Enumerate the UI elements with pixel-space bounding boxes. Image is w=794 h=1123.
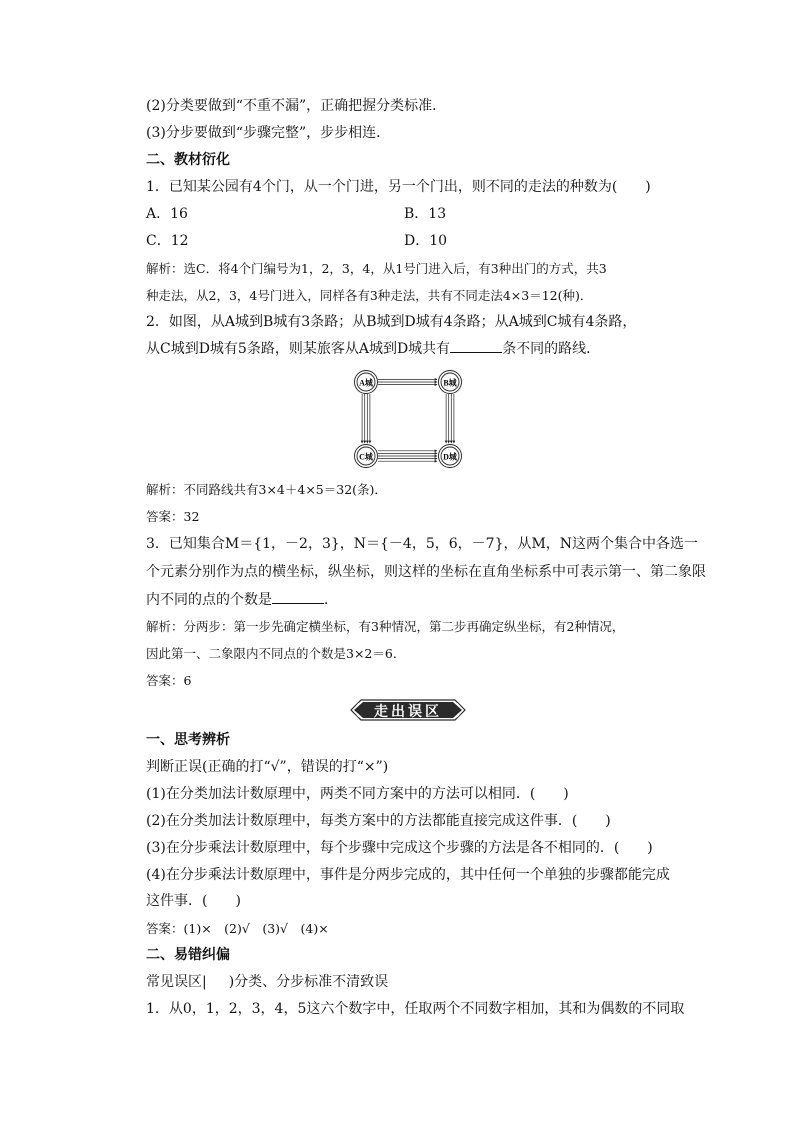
- section-badge: [350, 699, 466, 721]
- error-prefix: 常见误区|: [146, 974, 207, 990]
- city-label-c: C城: [359, 452, 373, 462]
- option-b: B．13: [404, 206, 447, 222]
- answer-3: 答案：6: [146, 673, 192, 688]
- option-a: A．16: [146, 206, 188, 222]
- route-diagram: [352, 368, 470, 472]
- judgment-2: (2)在分类加法计数原理中，每类方案中的方法都能直接完成这件事．( ): [146, 813, 611, 829]
- answer-blank: [450, 340, 502, 353]
- solution-2: 解析：不同路线共有3×4＋4×5＝32(条)．: [146, 482, 387, 497]
- judgment-4-line-1: (4)在分步乘法计数原理中，事件是分两步完成的，其中任何一个单独的步骤都能完成: [146, 867, 670, 883]
- route-diagram-svg: [352, 368, 470, 472]
- question-3-text: 内不同的点的个数是: [146, 592, 272, 608]
- judgment-4-line-2: 这件事．( ): [146, 893, 241, 909]
- question-1: 1．已知某公园有4个门，从一个门进，另一个门出，则不同的走法的种数为( ): [146, 179, 651, 195]
- answer-blank-3: [272, 591, 324, 604]
- classification-rule: (2)分类要做到“不重不漏”，正确把握分类标准．: [146, 98, 447, 114]
- city-node-d: [439, 445, 462, 468]
- city-node-b: [439, 371, 462, 394]
- city-node-a: [355, 371, 378, 394]
- question-4: 1．从0，1，2，3，4，5这六个数字中，任取两个不同数字相加，其和为偶数的不同取: [146, 1001, 685, 1017]
- error-topic: )分类、分步标准不清致误: [228, 974, 389, 990]
- question-3-line-2: 个元素分别作为点的横坐标，纵坐标，则这样的坐标在直角坐标系中可表示第一、第二象限: [146, 564, 706, 580]
- question-3-line-3: [146, 591, 338, 609]
- judge-instruction: 判断正误(正确的打“√”，错误的打“×”): [146, 759, 389, 775]
- question-2-line-1: 2．如图，从A城到B城有3条路；从B城到D城有4条路；从A城到C城有4条路，: [146, 314, 637, 330]
- answer-2: 答案：32: [146, 509, 200, 524]
- option-d: D．10: [404, 233, 448, 249]
- question-2-text-end: 条不同的路线．: [502, 341, 601, 357]
- question-2-line-2: [146, 340, 600, 358]
- city-node-c: [355, 445, 378, 468]
- question-2-text: 从C城到D城有5条路，则某旅客从A城到D城共有: [146, 341, 451, 357]
- question-3-text-end: ．: [324, 592, 338, 608]
- step-rule: (3)分步要做到“步骤完整”，步步相连．: [146, 125, 391, 141]
- judgment-1: (1)在分类加法计数原理中，两类不同方案中的方法可以相同．( ): [146, 786, 569, 802]
- judgment-3: (3)在分步乘法计数原理中，每个步骤中完成这个步骤的方法是各不相同的．( ): [146, 840, 653, 856]
- badge-label: 走出误区: [374, 704, 442, 720]
- section-heading-textbook: 二、教材衍化: [146, 152, 230, 168]
- solution-3-line-2: 因此第一、二象限内不同点的个数是3×2＝6.: [146, 646, 397, 661]
- question-3-line-1: 3．已知集合M＝{1，－2，3}，N＝{－4，5，6，－7}，从M，N这两个集合中各选一: [146, 536, 699, 552]
- option-c: C．12: [146, 233, 189, 249]
- common-error-label: [146, 973, 388, 991]
- solution-1-line-1: 解析：选C．将4个门编号为1，2，3，4，从1号门进入后，有3种出门的方式，共3: [146, 261, 607, 276]
- section-heading-errors: 二、易错纠偏: [146, 947, 230, 963]
- city-label-b: B城: [443, 378, 457, 388]
- city-label-d: D城: [443, 452, 457, 462]
- judgment-answers: 答案：(1)× (2)√ (3)√ (4)×: [146, 921, 329, 936]
- solution-3-line-1: 解析：分两步：第一步先确定横坐标，有3种情况，第二步再确定纵坐标，有2种情况，: [146, 619, 625, 634]
- city-label-a: A城: [359, 378, 373, 388]
- solution-1-line-2: 种走法，从2，3，4号门进入，同样各有3种走法，共有不同走法4×3＝12(种)．: [146, 288, 593, 303]
- section-heading-thinking: 一、思考辨析: [146, 732, 230, 748]
